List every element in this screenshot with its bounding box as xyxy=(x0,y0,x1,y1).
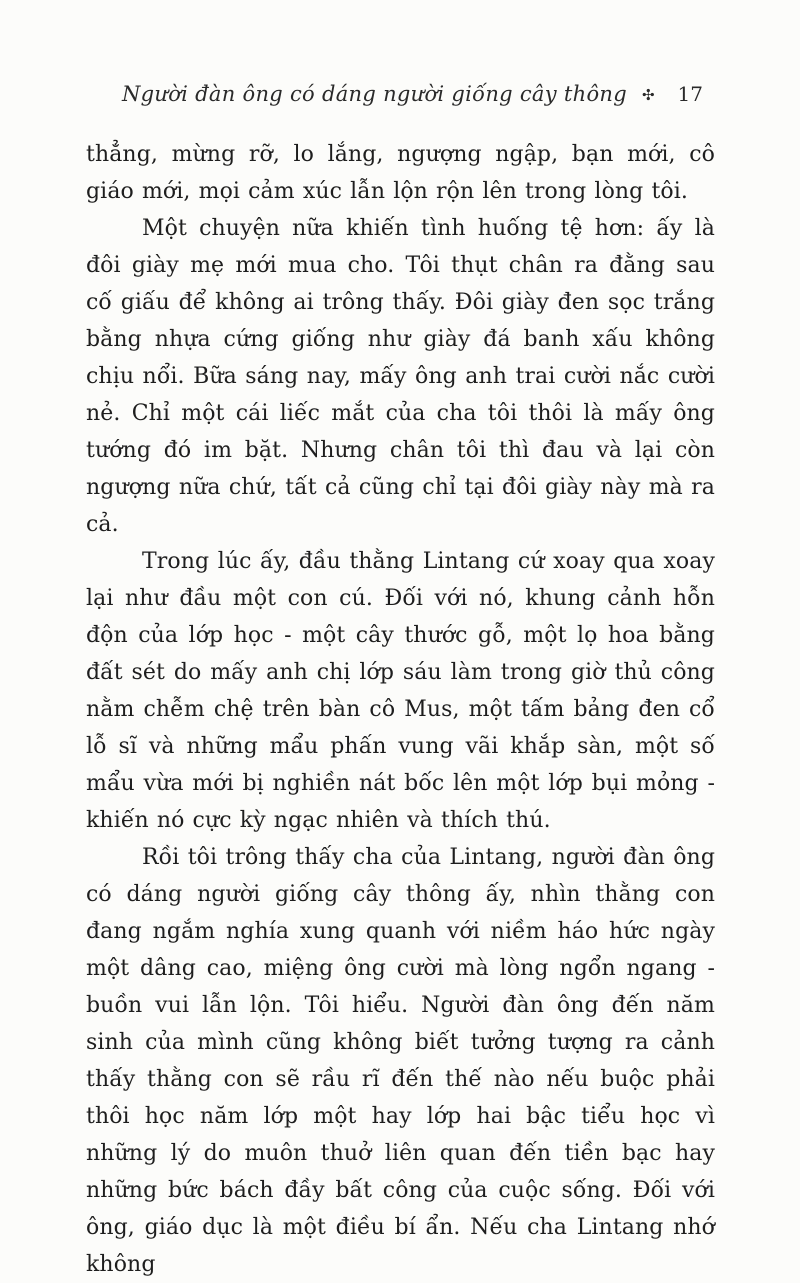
page-body xyxy=(86,136,715,1283)
running-title: Người đàn ông có dáng người giống cây thông xyxy=(121,82,627,106)
paragraph: Rồi tôi trông thấy cha của Lintang, người đàn ông có dáng người giống cây thông ấy, nhìn thằng con đang ngắm nghía xung quanh với niềm háo hức ngày một dâng cao, miệng ông cười mà lòng ngổn ngang - buồn vui lẫn lộn. Tôi hiểu. Người đàn ông đến năm sinh của mình cũng không biết tưởng tượng ra cảnh thấy thằng con sẽ rầu rĩ đến thế nào nếu buộc phải thôi học năm lớp một hay lớp hai bậc tiểu học vì những lý do muôn thuở liên quan đến tiền bạc hay những bức bách đầy bất công của cuộc sống. Đối với ông, giáo dục là một điều bí ẩn. Nếu cha Lintang nhớ không xyxy=(86,845,715,1277)
paragraph: Trong lúc ấy, đầu thằng Lintang cứ xoay qua xoay lại như đầu một con cú. Đối với nó, khung cảnh hỗn độn của lớp học - một cây thước gỗ, một lọ hoa bằng đất sét do mấy anh chị lớp sáu làm trong giờ thủ công nằm chễm chệ trên bàn cô Mus, một tấm bảng đen cổ lỗ sĩ và những mẩu phấn vung vãi khắp sàn, một số mẩu vừa mới bị nghiền nát bốc lên một lớp bụi mỏng - khiến nó cực kỳ ngạc nhiên và thích thú. xyxy=(86,549,715,833)
page-number: 17 xyxy=(677,82,703,106)
ornament-icon: ✣ xyxy=(641,86,655,104)
paragraph: thẳng, mừng rỡ, lo lắng, ngượng ngập, bạn mới, cô giáo mới, mọi cảm xúc lẫn lộn rộn lên trong lòng tôi. xyxy=(86,142,715,204)
paragraph: Một chuyện nữa khiến tình huống tệ hơn: ấy là đôi giày mẹ mới mua cho. Tôi thụt chân ra đằng sau cố giấu để không ai trông thấy. Đôi giày đen sọc trắng bằng nhựa cứng giống như giày đá banh xấu không chịu nổi. Bữa sáng nay, mấy ông anh trai cười nắc cười nẻ. Chỉ một cái liếc mắt của cha tôi thôi là mấy ông tướng đó im bặt. Nhưng chân tôi thì đau và lại còn ngượng nữa chứ, tất cả cũng chỉ tại đôi giày này mà ra cả. xyxy=(86,216,715,537)
page-header xyxy=(86,82,715,106)
